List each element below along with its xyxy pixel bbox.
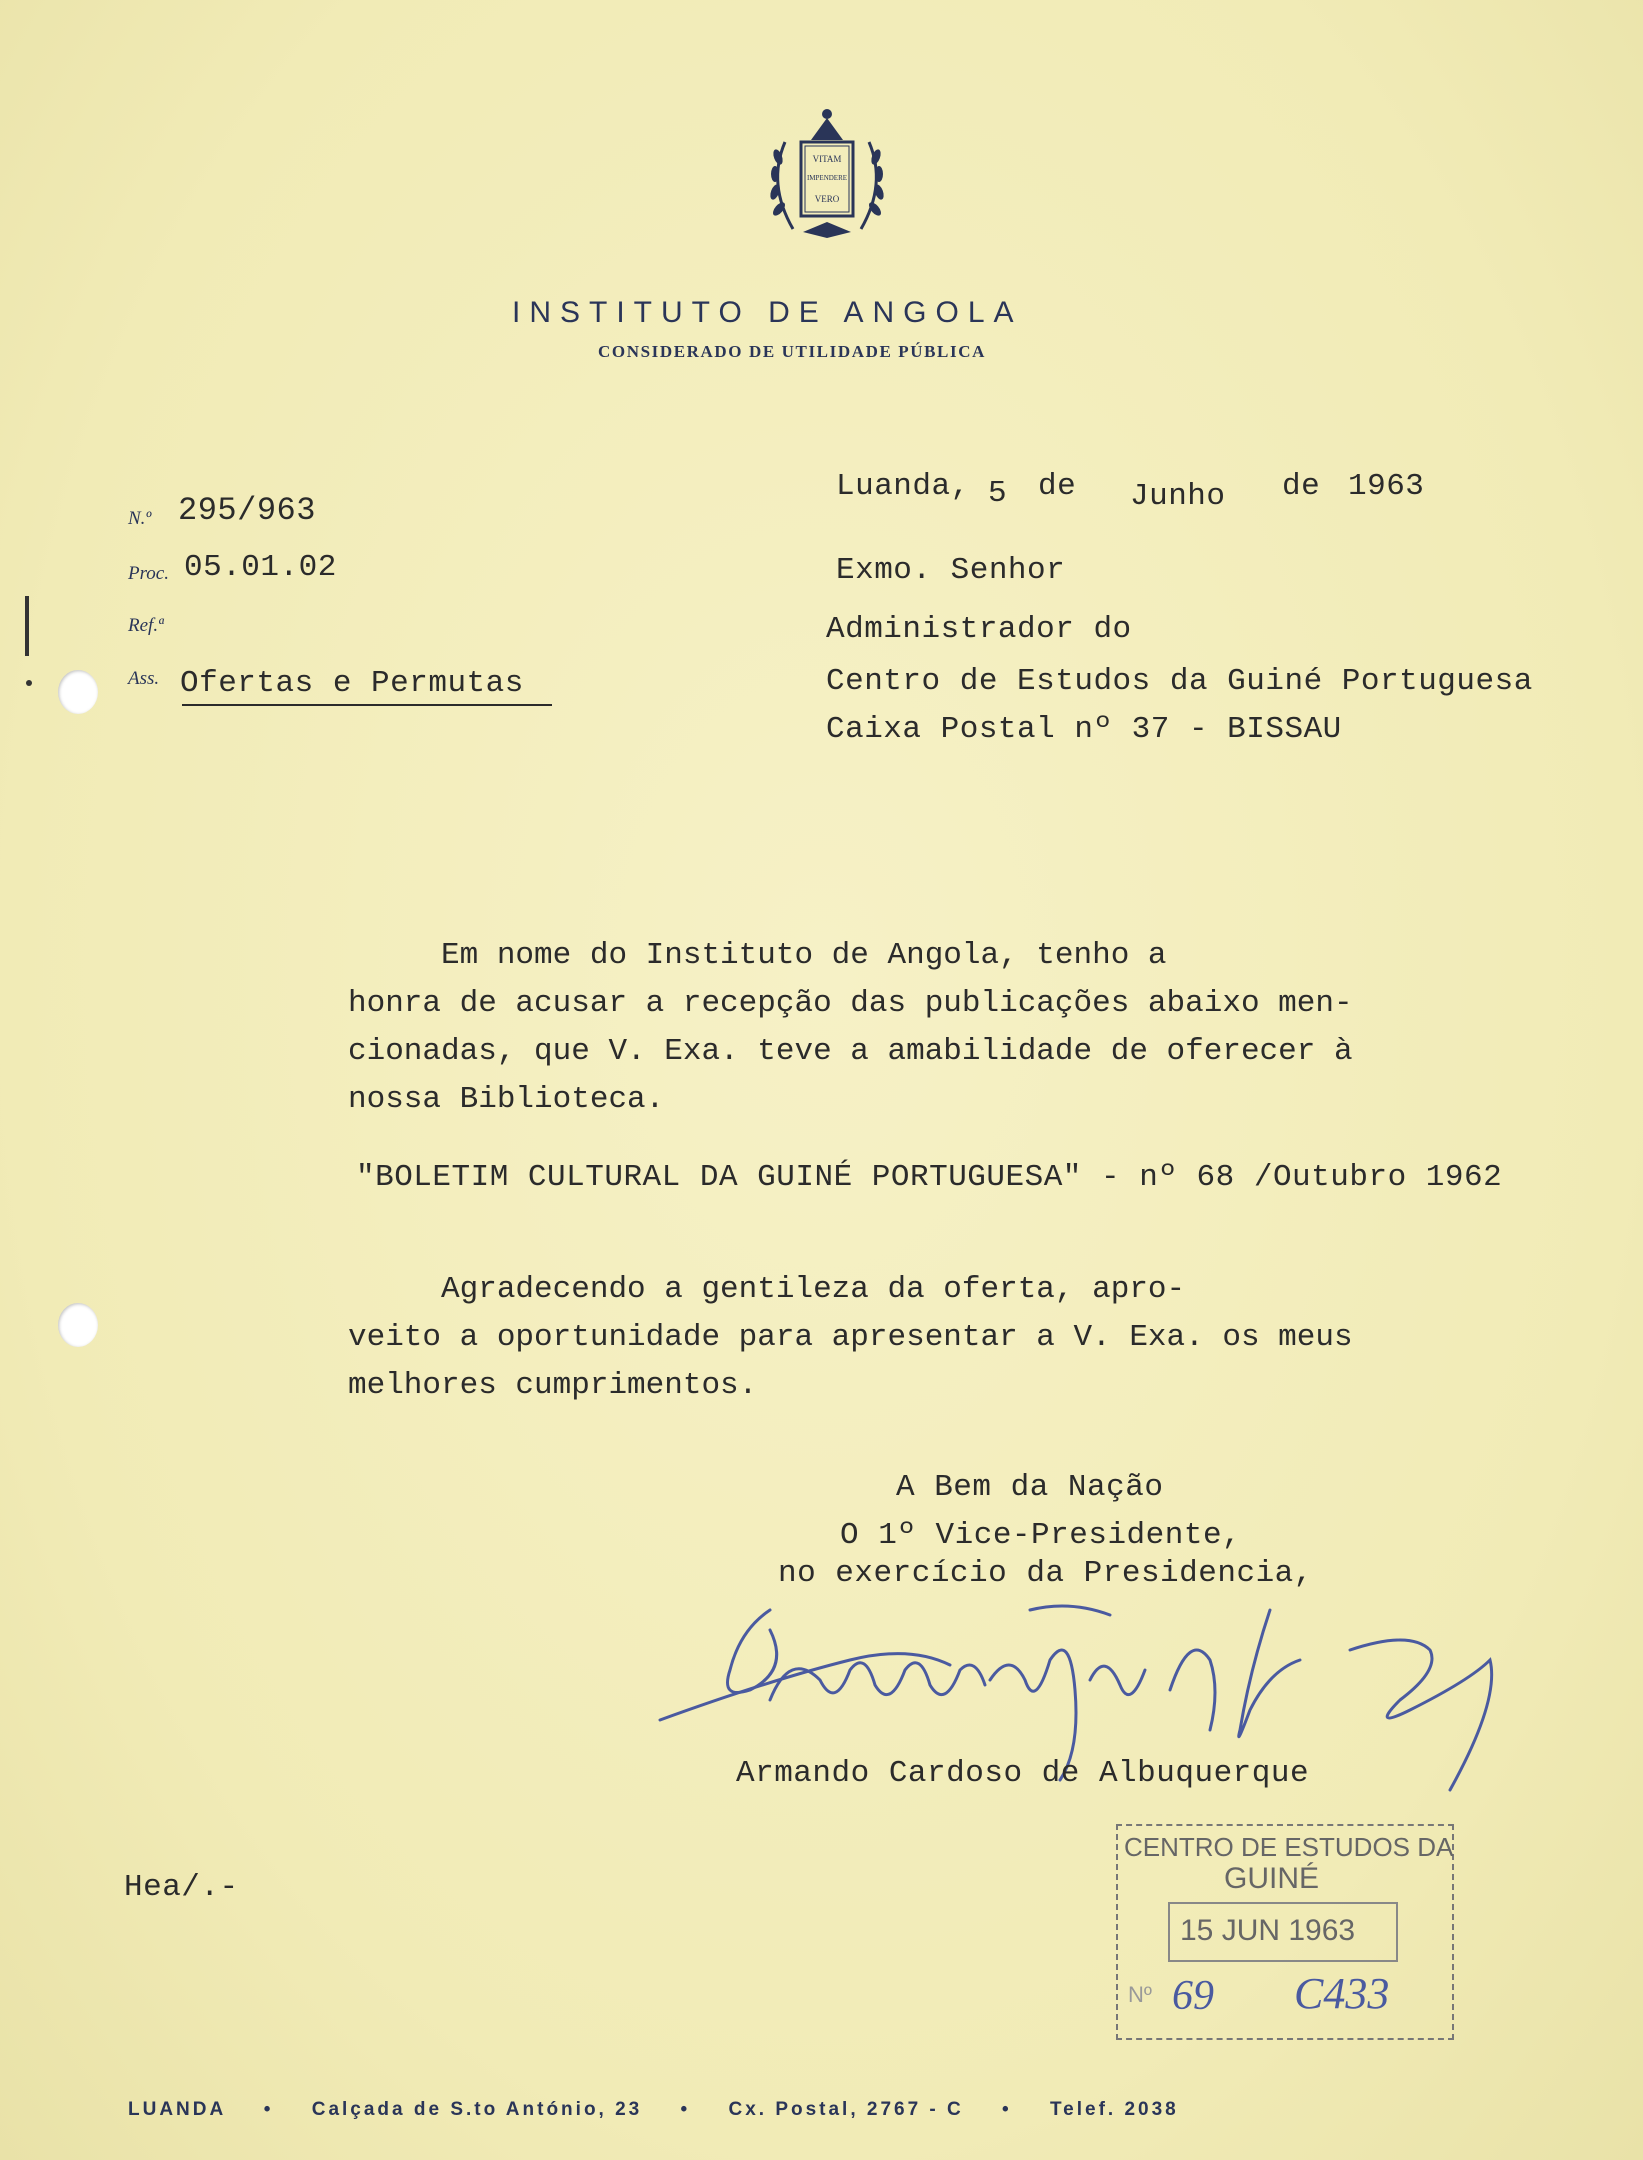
body-p1-line-1: Em nome do Instituto de Angola, tenho a (348, 938, 1167, 973)
seal-text-3: VERO (814, 194, 840, 204)
date-de-1: de (1038, 469, 1077, 504)
footer-postal: Cx. Postal, 2767 - C (728, 2099, 964, 2120)
seal-text-1: VITAM (812, 154, 842, 164)
body-p2-line-3: melhores cumprimentos. (348, 1368, 758, 1403)
margin-mark (25, 596, 29, 656)
body-p1-line-2: honra de acusar a recepção das publicações abaixo men- (348, 986, 1353, 1021)
stamp-handwritten-1: 69 (1172, 1973, 1214, 2019)
addressee-line-1: Exmo. Senhor (836, 553, 1066, 588)
margin-dot (26, 680, 32, 686)
footer-address (128, 2099, 1179, 2121)
date-year: 1963 (1348, 469, 1425, 504)
number-value: 295/963 (178, 492, 316, 529)
date-place: Luanda, (836, 469, 970, 504)
seal-text-2: IMPENDERE (806, 174, 848, 182)
closing-role-1: O 1º Vice-Presidente, (840, 1518, 1242, 1553)
footer-sep-3: • (1002, 2099, 1012, 2120)
stamp-line-1: CENTRO DE ESTUDOS DA (1124, 1832, 1454, 1862)
ass-label: Ass. (128, 668, 160, 689)
signer-name: Armando Cardoso de Albuquerque (736, 1756, 1310, 1791)
addressee-line-2: Administrador do (826, 612, 1132, 647)
footer-city: LUANDA (128, 2099, 226, 2120)
institute-seal (763, 104, 891, 244)
closing-salutation: A Bem da Nação (896, 1470, 1164, 1505)
footer-phone: Telef. 2038 (1049, 2099, 1179, 2120)
body-p1-line-3: cionadas, que V. Exa. teve a amabilidade de oferecer à (348, 1034, 1353, 1069)
receipt-stamp (1116, 1824, 1454, 2040)
footer-street: Calçada de S.to António, 23 (311, 2099, 643, 2120)
ref-label: Ref.ª (128, 615, 164, 636)
proc-label: Proc. (128, 563, 169, 584)
stamp-handwritten-2: C433 (1294, 1969, 1390, 2018)
stamp-no-label: Nº (1128, 1982, 1152, 2007)
date-month: Junho (1130, 479, 1226, 514)
number-label: N.º (128, 508, 152, 529)
body-p2-line-2: veito a oportunidade para apresentar a V. Exa. os meus (348, 1320, 1353, 1355)
publication-title: "BOLETIM CULTURAL DA GUINÉ PORTUGUESA" - nº 68 /Outubro 1962 (356, 1160, 1503, 1195)
addressee-line-3: Centro de Estudos da Guiné Portuguesa (826, 664, 1533, 699)
footer-sep-1: • (263, 2099, 274, 2120)
body-p1-line-4: nossa Biblioteca. (348, 1082, 665, 1117)
body-p2-line-1: Agradecendo a gentileza da oferta, apro- (348, 1272, 1186, 1307)
body-paragraph-1 (348, 932, 1353, 1124)
stamp-line-2: GUINÉ (1224, 1862, 1320, 1895)
footer-sep-2: • (680, 2099, 691, 2120)
date-de-2: de (1282, 469, 1321, 504)
date-day: 5 (988, 476, 1008, 511)
punch-hole-top (58, 670, 98, 714)
punch-hole-bottom (58, 1303, 98, 1347)
subject-underline (182, 704, 552, 706)
stamp-date: 15 JUN 1963 (1180, 1914, 1356, 1947)
addressee-line-4: Caixa Postal nº 37 - BISSAU (826, 712, 1342, 747)
closing-role-2: no exercício da Presidencia, (778, 1556, 1313, 1591)
institution-name: INSTITUTO DE ANGOLA (512, 296, 1023, 329)
institution-subtitle: CONSIDERADO DE UTILIDADE PÚBLICA (598, 342, 986, 361)
typist-initials: Hea/.- (124, 1870, 239, 1905)
subject-value: Ofertas e Permutas (180, 666, 524, 701)
body-paragraph-2 (348, 1266, 1353, 1410)
proc-value: 05.01.02 (184, 550, 337, 585)
